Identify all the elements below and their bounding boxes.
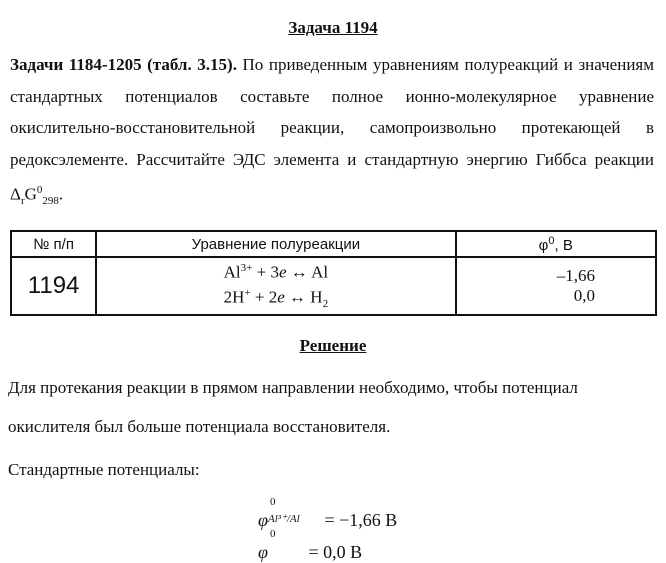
eq1-arrow: ↔ (286, 262, 312, 282)
formula1-phi: φ (258, 510, 268, 530)
solution-line-3: Стандартные потенциалы: (8, 460, 200, 479)
row-potentials (456, 257, 657, 315)
equation-2 (97, 283, 454, 314)
task-title: Задача 1194 (288, 18, 378, 37)
delta-sub-r: r (20, 195, 25, 208)
potential-1: –1,66 (556, 265, 595, 285)
formula1-rhs: = −1,66 В (319, 510, 398, 530)
potential-2: 0,0 (573, 285, 595, 305)
formula2-rhs: = 0,0 В (303, 542, 363, 562)
gibbs-sub: 298 (42, 195, 59, 208)
solution-line-2: окислителя был больше потенциала восстановителя. (8, 417, 391, 436)
delta-symbol: Δ (10, 184, 21, 204)
formula-h (258, 528, 363, 563)
header-number: № п/п (11, 231, 96, 257)
eq1-c: Al (311, 262, 329, 282)
task-body: По приведенным уравнениям полуреакций и значениям стандартных потенциалов составьте полное ионно-молекулярное уравнение окислительно-восстановительной реакции, самопроизвольно протекающей в редоксэлементе. Рассчитайте ЭДС элемента и стандартную энергию Гиббса реакции (10, 55, 654, 169)
eq2-c: H (310, 287, 323, 307)
formula1-sub: Al³⁺/Al (267, 513, 300, 525)
formula1-sup: 0 (269, 496, 276, 508)
eq2-sup: + (244, 286, 251, 299)
header-potential (456, 231, 657, 257)
phi-sup: 0 (548, 234, 555, 247)
eq1-e: e (278, 262, 287, 282)
gibbs-symbol: G (24, 184, 37, 204)
formula-al (258, 496, 398, 531)
table-header-row (11, 231, 656, 257)
header-equation: Уравнение полуреакции (96, 231, 455, 257)
eq2-arrow: ↔ (284, 287, 311, 307)
gibbs-sup: 0 (36, 184, 43, 196)
solution-line-1: Для протекания реакции в прямом направлении необходимо, чтобы потенциал (8, 378, 578, 397)
eq2-a: 2H (223, 287, 245, 307)
row-number: 1194 (11, 257, 96, 315)
row-equations (96, 257, 455, 315)
task-bold-prefix: Задачи 1184-1205 (табл. 3.15). (10, 55, 237, 74)
eq2-e: e (277, 287, 285, 307)
eq2-b: + 2 (250, 287, 278, 307)
task-text (10, 49, 654, 218)
eq1-sup: 3+ (240, 262, 253, 274)
formula2-phi: φ (258, 542, 268, 562)
half-reactions-table (10, 230, 657, 316)
eq2-sub: 2 (322, 297, 329, 310)
table-row (11, 257, 656, 315)
phi-symbol: φ (538, 236, 549, 254)
unit-label: , В (554, 236, 573, 254)
period: . (58, 184, 64, 204)
eq1-b: + 3 (252, 262, 279, 282)
equation-1 (97, 258, 454, 283)
eq1-a: Al (223, 262, 241, 282)
solution-title: Решение (299, 336, 367, 355)
formula2-sup: 0 (269, 528, 276, 540)
